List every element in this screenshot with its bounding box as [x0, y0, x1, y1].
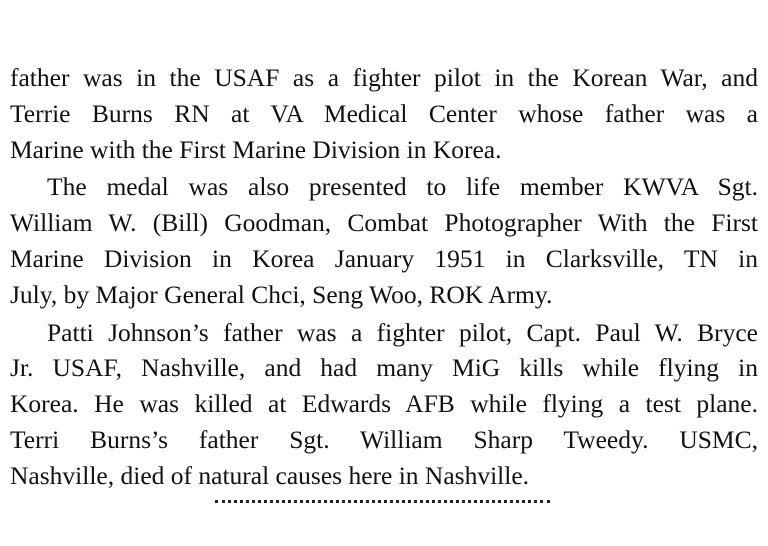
- paragraph-1: [10, 60, 758, 167]
- text-line: Terrie Burns RN at VA Medical Center whose father was a: [10, 98, 758, 128]
- text-line: Marine with the First Marine Division in Korea.: [10, 134, 502, 164]
- text-line: July, by Major General Chci, Seng Woo, ROK Army.: [10, 279, 553, 309]
- text-line: Nashville, died of natural causes here in Nashville.: [10, 460, 530, 490]
- text-line: Jr. USAF, Nashville, and had many MiG kills while flying in: [10, 353, 758, 383]
- document-body: [10, 60, 758, 496]
- paragraph-2: [10, 169, 758, 312]
- text-line: father was in the USAF as a fighter pilot in the Korean War, and: [10, 63, 758, 92]
- text-line: William W. (Bill) Goodman, Combat Photographer With the First: [10, 208, 758, 238]
- paragraph-3: [10, 315, 758, 494]
- text-line: Korea. He was killed at Edwards AFB while flying a test plane.: [10, 389, 758, 419]
- text-line: The medal was also presented to life member KWVA Sgt.: [47, 172, 758, 202]
- text-line: Patti Johnson’s father was a fighter pilot, Capt. Paul W. Bryce: [47, 317, 758, 347]
- dotted-divider: [215, 500, 550, 503]
- text-line: Marine Division in Korea January 1951 in Clarksville, TN in: [10, 243, 758, 273]
- text-line: Terri Burns’s father Sgt. William Sharp Tweedy. USMC,: [10, 424, 758, 454]
